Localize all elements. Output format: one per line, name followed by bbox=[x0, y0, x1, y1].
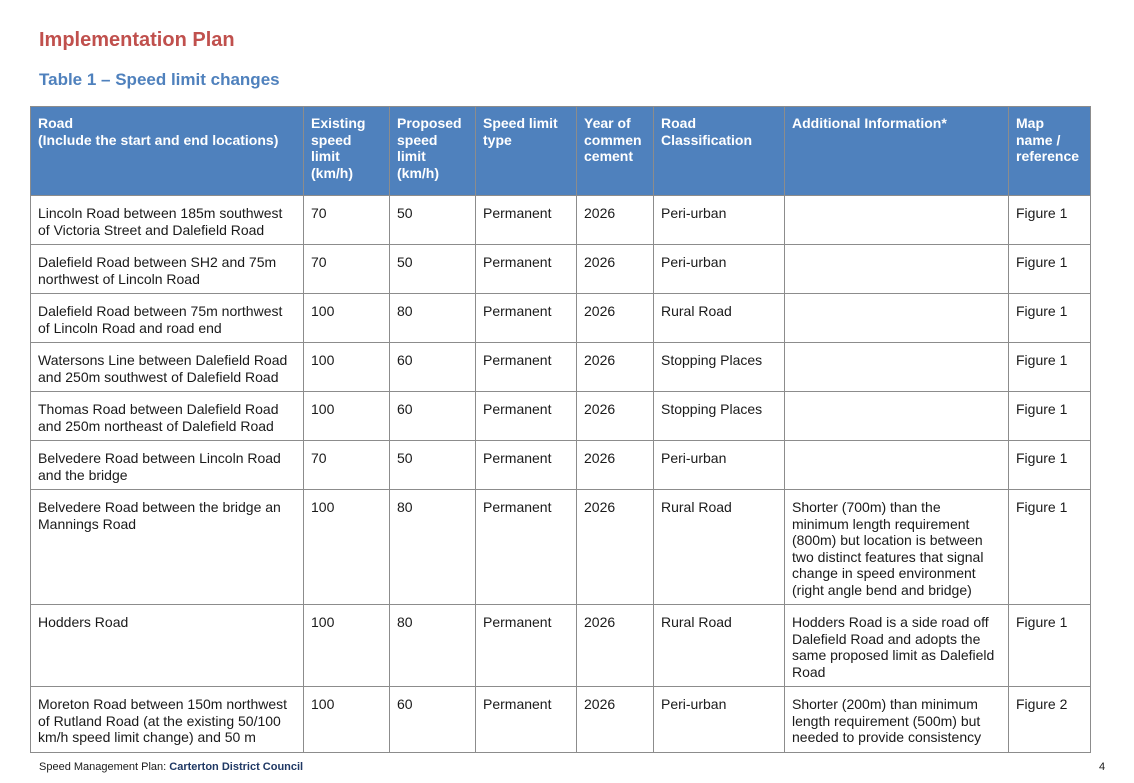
cell-road: Dalefield Road between 75m northwest of Lincoln Road and road end bbox=[31, 294, 304, 343]
header-map: Map name / reference bbox=[1009, 107, 1091, 196]
table-row bbox=[31, 687, 1091, 753]
cell-classification: Peri-urban bbox=[654, 245, 785, 294]
cell-existing: 70 bbox=[304, 441, 390, 490]
cell-road: Watersons Line between Dalefield Road and 250m southwest of Dalefield Road bbox=[31, 343, 304, 392]
cell-proposed: 50 bbox=[390, 441, 476, 490]
cell-classification: Stopping Places bbox=[654, 392, 785, 441]
cell-map: Figure 1 bbox=[1009, 294, 1091, 343]
cell-type: Permanent bbox=[476, 196, 577, 245]
cell-existing: 70 bbox=[304, 196, 390, 245]
table-header-row bbox=[31, 107, 1091, 196]
cell-info: Shorter (200m) than minimum length requirement (500m) but needed to provide consistency bbox=[785, 687, 1009, 753]
table-row bbox=[31, 441, 1091, 490]
header-type: Speed limit type bbox=[476, 107, 577, 196]
cell-type: Permanent bbox=[476, 687, 577, 753]
header-classification: Road Classification bbox=[654, 107, 785, 196]
table-row bbox=[31, 490, 1091, 605]
page-number: 4 bbox=[1099, 761, 1106, 773]
cell-year: 2026 bbox=[577, 687, 654, 753]
cell-type: Permanent bbox=[476, 294, 577, 343]
speed-limit-table bbox=[30, 106, 1091, 753]
cell-road: Belvedere Road between the bridge an Mannings Road bbox=[31, 490, 304, 605]
cell-year: 2026 bbox=[577, 245, 654, 294]
cell-road: Hodders Road bbox=[31, 605, 304, 687]
cell-info bbox=[785, 441, 1009, 490]
cell-existing: 100 bbox=[304, 294, 390, 343]
cell-map: Figure 1 bbox=[1009, 392, 1091, 441]
cell-type: Permanent bbox=[476, 343, 577, 392]
table-row bbox=[31, 392, 1091, 441]
cell-proposed: 50 bbox=[390, 196, 476, 245]
cell-map: Figure 2 bbox=[1009, 687, 1091, 753]
header-year: Year of commen cement bbox=[577, 107, 654, 196]
cell-proposed: 60 bbox=[390, 687, 476, 753]
cell-road: Lincoln Road between 185m southwest of Victoria Street and Dalefield Road bbox=[31, 196, 304, 245]
cell-existing: 70 bbox=[304, 245, 390, 294]
cell-year: 2026 bbox=[577, 392, 654, 441]
cell-proposed: 50 bbox=[390, 245, 476, 294]
cell-year: 2026 bbox=[577, 490, 654, 605]
cell-proposed: 80 bbox=[390, 605, 476, 687]
cell-map: Figure 1 bbox=[1009, 490, 1091, 605]
cell-road: Dalefield Road between SH2 and 75m northwest of Lincoln Road bbox=[31, 245, 304, 294]
cell-type: Permanent bbox=[476, 441, 577, 490]
header-road-subtitle: (Include the start and end locations) bbox=[38, 131, 279, 148]
cell-classification: Peri-urban bbox=[654, 687, 785, 753]
cell-info bbox=[785, 196, 1009, 245]
table-row bbox=[31, 343, 1091, 392]
table-row bbox=[31, 196, 1091, 245]
footer-council: Carterton District Council bbox=[169, 761, 304, 773]
header-road-title: Road bbox=[38, 115, 73, 131]
header-proposed: Proposed speed limit (km/h) bbox=[390, 107, 476, 196]
cell-existing: 100 bbox=[304, 605, 390, 687]
cell-proposed: 60 bbox=[390, 392, 476, 441]
header-existing: Existing speed limit (km/h) bbox=[304, 107, 390, 196]
cell-year: 2026 bbox=[577, 294, 654, 343]
cell-year: 2026 bbox=[577, 441, 654, 490]
cell-existing: 100 bbox=[304, 392, 390, 441]
table-title: Table 1 – Speed limit changes bbox=[39, 70, 280, 89]
cell-type: Permanent bbox=[476, 490, 577, 605]
header-road bbox=[31, 107, 304, 196]
cell-info bbox=[785, 392, 1009, 441]
cell-road: Moreton Road between 150m northwest of Rutland Road (at the existing 50/100 km/h speed limit change) and 50 m bbox=[31, 687, 304, 753]
cell-map: Figure 1 bbox=[1009, 343, 1091, 392]
cell-map: Figure 1 bbox=[1009, 196, 1091, 245]
page-footer bbox=[39, 761, 303, 773]
cell-existing: 100 bbox=[304, 687, 390, 753]
cell-road: Belvedere Road between Lincoln Road and the bridge bbox=[31, 441, 304, 490]
cell-year: 2026 bbox=[577, 196, 654, 245]
cell-info bbox=[785, 343, 1009, 392]
table-row bbox=[31, 605, 1091, 687]
cell-map: Figure 1 bbox=[1009, 605, 1091, 687]
cell-existing: 100 bbox=[304, 490, 390, 605]
cell-classification: Rural Road bbox=[654, 605, 785, 687]
cell-classification: Peri-urban bbox=[654, 196, 785, 245]
cell-proposed: 80 bbox=[390, 294, 476, 343]
cell-classification: Rural Road bbox=[654, 294, 785, 343]
table-row bbox=[31, 294, 1091, 343]
footer-prefix: Speed Management Plan: bbox=[39, 761, 170, 773]
cell-year: 2026 bbox=[577, 605, 654, 687]
table-row bbox=[31, 245, 1091, 294]
cell-type: Permanent bbox=[476, 245, 577, 294]
cell-road: Thomas Road between Dalefield Road and 250m northeast of Dalefield Road bbox=[31, 392, 304, 441]
cell-proposed: 80 bbox=[390, 490, 476, 605]
cell-proposed: 60 bbox=[390, 343, 476, 392]
cell-map: Figure 1 bbox=[1009, 441, 1091, 490]
cell-map: Figure 1 bbox=[1009, 245, 1091, 294]
cell-existing: 100 bbox=[304, 343, 390, 392]
cell-classification: Stopping Places bbox=[654, 343, 785, 392]
cell-info: Hodders Road is a side road off Dalefield Road and adopts the same proposed limit as Dalefield Road bbox=[785, 605, 1009, 687]
cell-info bbox=[785, 245, 1009, 294]
header-info: Additional Information* bbox=[785, 107, 1009, 196]
cell-classification: Peri-urban bbox=[654, 441, 785, 490]
page-heading: Implementation Plan bbox=[39, 29, 235, 51]
cell-type: Permanent bbox=[476, 392, 577, 441]
cell-type: Permanent bbox=[476, 605, 577, 687]
cell-year: 2026 bbox=[577, 343, 654, 392]
cell-classification: Rural Road bbox=[654, 490, 785, 605]
cell-info bbox=[785, 294, 1009, 343]
cell-info: Shorter (700m) than the minimum length requirement (800m) but location is between two distinct features that signal change in speed environment (right angle bend and bridge) bbox=[785, 490, 1009, 605]
